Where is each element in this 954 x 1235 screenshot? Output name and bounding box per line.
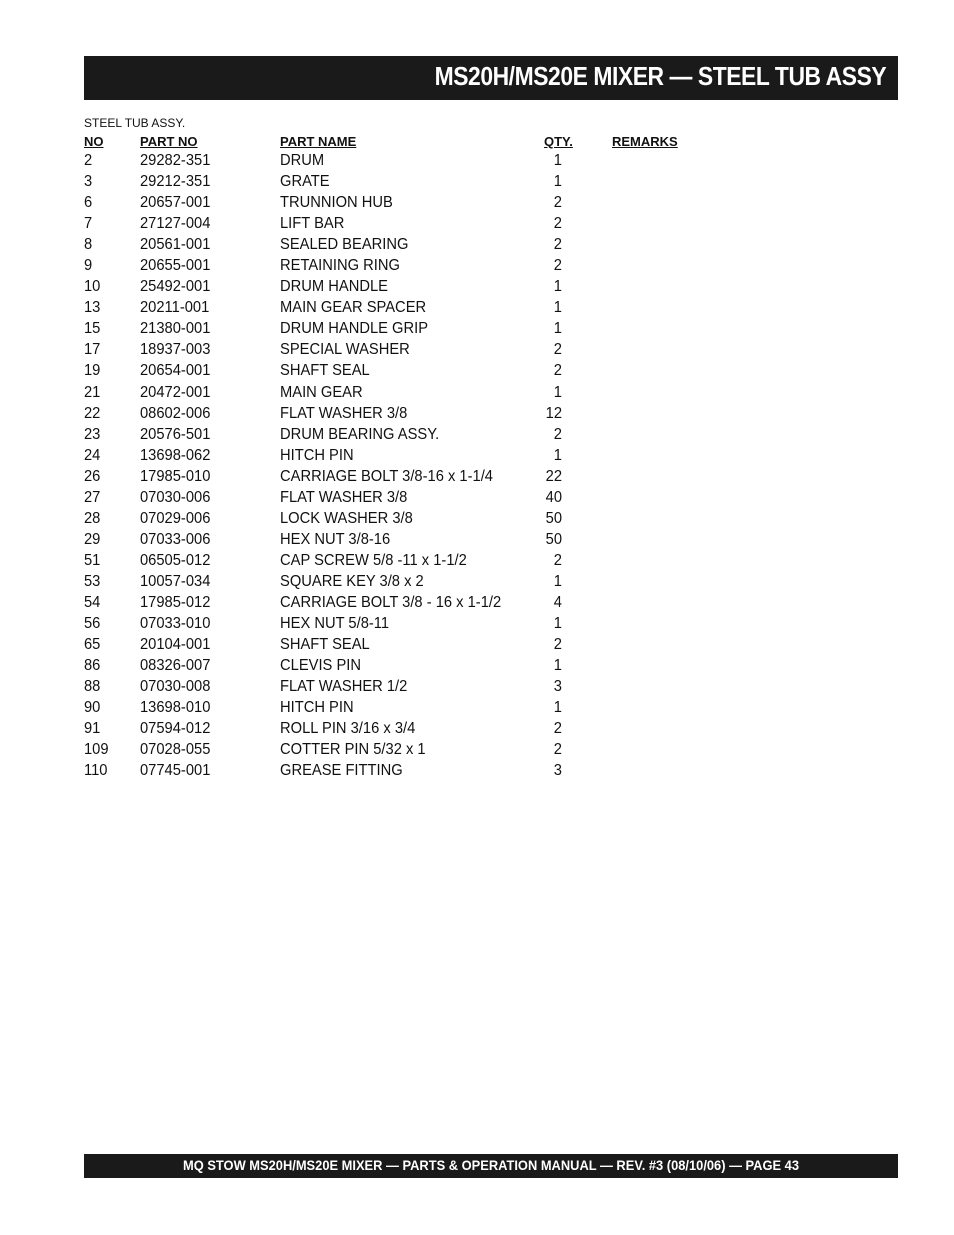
quantity: 2 [553,741,562,759]
table-row [0,508,954,529]
column-header-remarks: REMARKS [612,134,678,149]
part-number: 20576-501 [140,425,211,443]
quantity: 40 [545,488,562,506]
table-row [0,213,954,234]
quantity: 2 [553,341,562,359]
quantity: 50 [545,509,562,527]
quantity: 2 [553,194,562,212]
part-number-index: 109 [84,741,109,759]
quantity: 50 [545,530,562,548]
part-number-index: 26 [84,467,101,485]
part-number-index: 24 [84,446,101,464]
part-number: 21380-001 [140,320,211,338]
part-number-index: 91 [84,720,101,738]
part-number-index: 15 [84,320,101,338]
quantity: 22 [545,467,562,485]
part-number-index: 28 [84,509,101,527]
table-row [0,613,954,634]
page-title: MS20H/MS20E MIXER — STEEL TUB ASSY [434,61,886,91]
part-number-index: 88 [84,678,101,696]
table-row [0,255,954,276]
part-number-index: 56 [84,615,101,633]
part-number: 07033-010 [140,615,211,633]
part-number-index: 23 [84,425,101,443]
part-number-index: 110 [84,762,108,780]
part-name: MAIN GEAR [280,383,363,401]
quantity: 2 [553,257,562,275]
column-header-part-no: PART NO [140,134,198,149]
quantity: 1 [553,173,562,191]
part-name: FLAT WASHER 1/2 [280,678,408,696]
part-number: 07745-001 [140,762,211,780]
part-number: 17985-012 [140,593,211,611]
part-number-index: 6 [84,194,93,212]
table-row [0,424,954,445]
table-row [0,487,954,508]
part-name: HEX NUT 3/8-16 [280,530,391,548]
quantity: 1 [553,299,562,317]
part-name: ROLL PIN 3/16 x 3/4 [280,720,416,738]
part-name: FLAT WASHER 3/8 [280,488,408,506]
part-name: CAP SCREW 5/8 -11 x 1-1/2 [280,551,467,569]
table-row [0,655,954,676]
part-number-index: 21 [84,383,101,401]
table-row [0,739,954,760]
part-number: 07033-006 [140,530,211,548]
quantity: 1 [553,657,562,675]
part-number: 27127-004 [140,215,211,233]
table-row [0,276,954,297]
parts-table [0,150,954,781]
table-row [0,382,954,403]
part-name: COTTER PIN 5/32 x 1 [280,741,426,759]
quantity: 3 [553,762,562,780]
quantity: 2 [553,215,562,233]
part-number-index: 29 [84,530,101,548]
part-number: 20657-001 [140,194,211,212]
part-number: 20654-001 [140,362,211,380]
quantity: 2 [553,636,562,654]
part-number-index: 17 [84,341,101,359]
column-header-part-name: PART NAME [280,134,357,149]
part-name: TRUNNION HUB [280,194,393,212]
part-number: 07030-008 [140,678,211,696]
section-label: STEEL TUB ASSY. [84,116,186,130]
table-row [0,192,954,213]
table-row [0,592,954,613]
part-number-index: 13 [84,299,101,317]
part-name: DRUM BEARING ASSY. [280,425,440,443]
table-row [0,403,954,424]
quantity: 1 [553,278,562,296]
part-number-index: 27 [84,488,101,506]
part-number-index: 90 [84,699,101,717]
quantity: 2 [553,362,562,380]
part-number: 07594-012 [140,720,211,738]
table-row [0,676,954,697]
part-name: SHAFT SEAL [280,636,370,654]
quantity: 1 [553,615,562,633]
part-name: DRUM HANDLE GRIP [280,320,429,338]
part-name: MAIN GEAR SPACER [280,299,427,317]
part-number: 07029-006 [140,509,211,527]
part-name: CLEVIS PIN [280,657,361,675]
part-number: 17985-010 [140,467,211,485]
part-number: 29212-351 [140,173,211,191]
quantity: 3 [553,678,562,696]
part-name: LOCK WASHER 3/8 [280,509,413,527]
part-name: GRATE [280,173,330,191]
table-row [0,339,954,360]
part-number: 20561-001 [140,236,211,254]
part-name: CARRIAGE BOLT 3/8 - 16 x 1-1/2 [280,593,502,611]
quantity: 2 [553,551,562,569]
quantity: 1 [553,572,562,590]
table-row [0,697,954,718]
part-number: 08602-006 [140,404,211,422]
part-number-index: 86 [84,657,101,675]
column-header-qty: QTY. [544,134,573,149]
part-number-index: 19 [84,362,101,380]
part-name: SPECIAL WASHER [280,341,410,359]
table-row [0,634,954,655]
table-row [0,550,954,571]
part-name: SHAFT SEAL [280,362,370,380]
part-name: SQUARE KEY 3/8 x 2 [280,572,424,590]
part-number: 18937-003 [140,341,211,359]
part-number: 13698-062 [140,446,211,464]
footer-bar [84,1154,898,1178]
title-bar [84,56,898,100]
quantity: 2 [553,720,562,738]
column-header-no: NO [84,134,104,149]
quantity: 2 [553,425,562,443]
part-name: RETAINING RING [280,257,400,275]
part-number: 07030-006 [140,488,211,506]
table-row [0,760,954,781]
part-name: HITCH PIN [280,699,354,717]
part-number: 13698-010 [140,699,211,717]
table-row [0,318,954,339]
part-number-index: 53 [84,572,101,590]
footer-text: MQ STOW MS20H/MS20E MIXER — PARTS & OPERATION MANUAL — REV. #3 (08/10/06) — PAGE 43 [183,1157,799,1173]
part-number-index: 8 [84,236,93,254]
part-number: 06505-012 [140,551,211,569]
part-number: 07028-055 [140,741,211,759]
part-number: 20472-001 [140,383,211,401]
part-name: GREASE FITTING [280,762,403,780]
quantity: 1 [553,446,562,464]
part-number: 08326-007 [140,657,211,675]
quantity: 1 [553,699,562,717]
table-row [0,297,954,318]
quantity: 12 [545,404,562,422]
part-number-index: 54 [84,593,101,611]
table-row [0,445,954,466]
part-number-index: 9 [84,257,93,275]
part-name: FLAT WASHER 3/8 [280,404,408,422]
part-name: DRUM [280,152,325,169]
part-number-index: 7 [84,215,93,233]
part-number-index: 10 [84,278,101,296]
part-name: HEX NUT 5/8-11 [280,615,390,633]
part-name: SEALED BEARING [280,236,409,254]
part-number-index: 3 [84,173,93,191]
table-row [0,466,954,487]
table-row [0,718,954,739]
quantity: 2 [553,236,562,254]
quantity: 1 [553,383,562,401]
quantity: 1 [553,320,562,338]
table-row [0,529,954,550]
table-row [0,234,954,255]
part-number: 20655-001 [140,257,211,275]
part-number: 20211-001 [140,299,210,317]
table-row [0,571,954,592]
part-name: CARRIAGE BOLT 3/8-16 x 1-1/4 [280,467,493,485]
part-number-index: 51 [84,551,101,569]
table-row [0,360,954,381]
part-name: LIFT BAR [280,215,345,233]
part-number-index: 22 [84,404,101,422]
table-row [0,150,954,171]
part-number: 29282-351 [140,152,211,169]
quantity: 4 [553,593,562,611]
table-row [0,171,954,192]
part-number-index: 65 [84,636,101,654]
part-number-index: 2 [84,152,93,169]
part-name: DRUM HANDLE [280,278,388,296]
quantity: 1 [553,152,562,169]
part-number: 25492-001 [140,278,211,296]
part-number: 10057-034 [140,572,211,590]
part-name: HITCH PIN [280,446,354,464]
part-number: 20104-001 [140,636,211,654]
